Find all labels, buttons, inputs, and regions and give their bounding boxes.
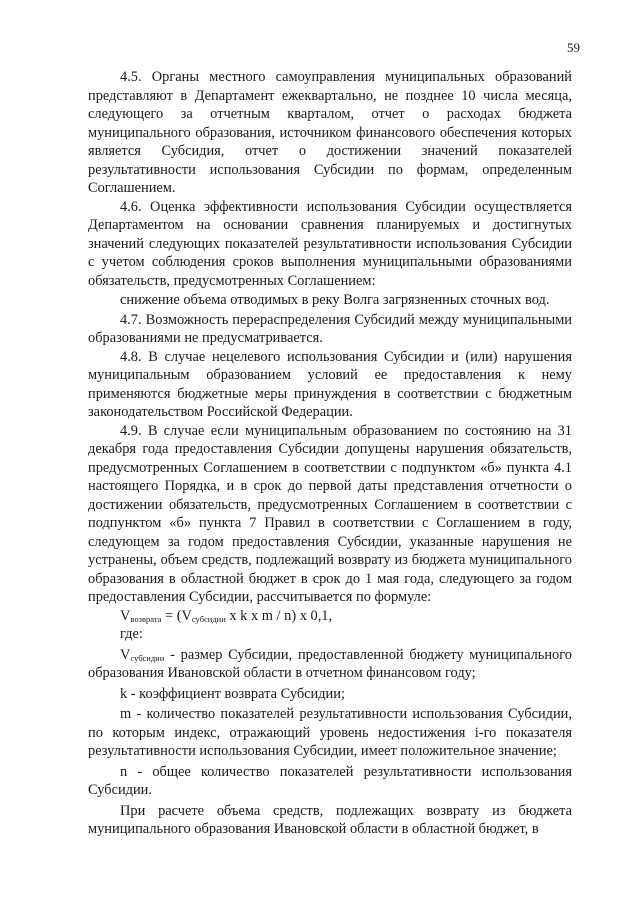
paragraph-indicator: снижение объема отводимых в реку Волга загрязненных сточных вод. [120,292,550,308]
formula-rest: x k x m / n) x 0,1, [225,607,333,624]
paragraph-4-9: 4.9. В случае если муниципальным образованием по состоянию на 31 декабря года предоставления Субсидии допущены нарушения обязательств, предусмотренных Соглашением в соответствии с подпунктом «б» пункта 4.1 настоящего Порядка, и в срок до первой даты представления отчетности о достижении обязательств, предусмотренных Соглашением в соответствии с подпунктом «б» пункта 7 Правил в соответствии с Соглашением в году, следующем за годом предоставления Субсидии, указанные нарушения не устранены, объем средств, подлежащий возврату из бюджета муниципального образования в областной бюджет в срок до 1 мая года, следующего за годом предоставления Субсидии, рассчитывается по формуле: [88,422,572,605]
document-body [88,68,572,839]
def-v-subscript: субсидии [130,652,165,663]
definition-k: k - коэффициент возврата Субсидии; [120,685,345,702]
def-v-text: - размер Субсидии, предоставленной бюджету муниципального образования Ивановской области в отчетном финансовом году; [88,646,572,681]
return-formula [88,607,572,626]
where-label: где: [120,626,143,642]
formula-s-subscript: субсидии [191,613,226,624]
paragraph-4-8: 4.8. В случае нецелевого использования Субсидии и (или) нарушения муниципальным образованием условий ее предоставления к нему применяются бюджетные меры принуждения в соответствии с бюджетным законодательством Российской Федерации. [88,348,572,420]
definition-m: m - количество показателей результативности использования Субсидии, по которым индекс, отражающий уровень недостижения i-го показателя результативности использования Субсидии, имеет положительное значение; [88,706,572,759]
formula-v: V [120,607,131,624]
definition-n: n - общее количество показателей результативности использования Субсидии. [88,763,572,798]
paragraph-4-7: 4.7. Возможность перераспределения Субсидий между муниципальными образованиями не предусматривается. [88,311,572,346]
paragraph-4-6: 4.6. Оценка эффективности использования Субсидии осуществляется Департаментом на основании сравнения планируемых и достигнутых значений следующих показателей результативности использования Субсидии с учетом соблюдения сроков выполнения муниципальными образованиями обязательств, предусмотренных Соглашением: [88,198,572,289]
formula-eq-open: = (V [161,607,192,624]
page-number: 59 [567,40,580,55]
paragraph-last: При расчете объема средств, подлежащих возврату из бюджета муниципального образования Ивановской области в областной бюджет, в [88,802,572,837]
definition-v-subsidy [88,646,572,683]
def-v-symbol: V [120,646,131,663]
formula-v-subscript: возврата [130,613,162,624]
paragraph-4-5: 4.5. Органы местного самоуправления муниципальных образований представляют в Департамент ежеквартально, не позднее 10 числа месяца, следующего за отчетным кварталом, отчет о расходах бюджета муниципального образования, источником финансового обеспечения которых является Субсидия, отчет о достижении значений показателей результативности использования Субсидии по формам, определенным Соглашением. [88,69,572,196]
